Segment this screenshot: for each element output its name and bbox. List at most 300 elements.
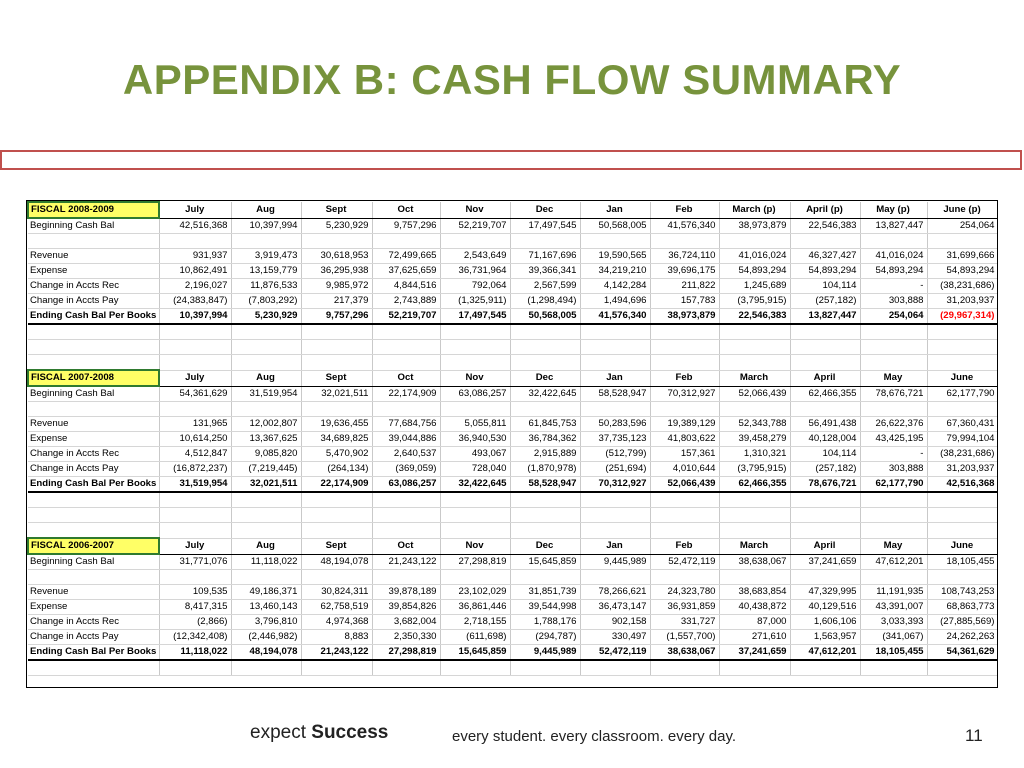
month-header: Feb	[650, 202, 719, 218]
table-cell	[231, 234, 301, 249]
table-cell	[580, 324, 650, 340]
table-cell: 37,241,659	[790, 554, 860, 570]
table-cell: 15,645,859	[440, 645, 510, 661]
month-header: July	[159, 202, 231, 218]
table-cell	[860, 508, 927, 523]
table-cell: 31,771,076	[159, 554, 231, 570]
table-cell: 52,066,439	[650, 477, 719, 493]
table-cell	[719, 324, 790, 340]
table-cell: 10,862,491	[159, 264, 231, 279]
spacer-row	[28, 340, 998, 355]
table-cell	[510, 660, 580, 676]
table-cell: 4,844,516	[372, 279, 440, 294]
fiscal-header-row	[28, 370, 998, 386]
table-cell: 2,743,889	[372, 294, 440, 309]
table-cell: 70,312,927	[650, 386, 719, 402]
fiscal-header-row	[28, 538, 998, 554]
table-cell: 2,915,889	[510, 447, 580, 462]
table-row	[28, 249, 998, 264]
table-cell: 37,735,123	[580, 432, 650, 447]
table-cell: 48,194,078	[301, 554, 372, 570]
row-label	[28, 508, 159, 523]
row-label: Beginning Cash Bal	[28, 218, 159, 234]
month-header: Nov	[440, 370, 510, 386]
table-cell: 54,361,629	[159, 386, 231, 402]
month-header: May (p)	[860, 202, 927, 218]
table-cell: 3,033,393	[860, 615, 927, 630]
table-cell: 71,167,696	[510, 249, 580, 264]
table-cell	[719, 234, 790, 249]
table-cell	[159, 340, 231, 355]
table-cell	[510, 355, 580, 371]
table-row	[28, 462, 998, 477]
table-cell: 36,861,446	[440, 600, 510, 615]
table-cell	[790, 508, 860, 523]
row-label	[28, 523, 159, 539]
table-cell: 2,543,649	[440, 249, 510, 264]
table-cell: (38,231,686)	[927, 279, 998, 294]
table-cell: (27,885,569)	[927, 615, 998, 630]
table-cell: 50,283,596	[580, 417, 650, 432]
table-cell	[440, 324, 510, 340]
row-label: Expense	[28, 264, 159, 279]
table-cell: 41,803,622	[650, 432, 719, 447]
month-header: Feb	[650, 370, 719, 386]
row-label	[28, 355, 159, 371]
table-cell	[301, 508, 372, 523]
table-cell	[372, 340, 440, 355]
table-cell	[927, 508, 998, 523]
table-cell: 38,973,879	[719, 218, 790, 234]
table-cell: 2,640,537	[372, 447, 440, 462]
table-cell: 4,512,847	[159, 447, 231, 462]
row-label	[28, 570, 159, 585]
table-cell	[790, 660, 860, 676]
table-cell: 2,567,599	[510, 279, 580, 294]
row-label	[28, 234, 159, 249]
table-cell: 41,016,024	[719, 249, 790, 264]
table-cell: 52,219,707	[440, 218, 510, 234]
table-cell: 254,064	[860, 309, 927, 325]
table-cell: (24,383,847)	[159, 294, 231, 309]
month-header: Aug	[231, 202, 301, 218]
table-cell: 4,974,368	[301, 615, 372, 630]
table-cell: 8,883	[301, 630, 372, 645]
month-header: May	[860, 370, 927, 386]
table-cell	[440, 508, 510, 523]
table-cell: 1,606,106	[790, 615, 860, 630]
table-cell: 52,219,707	[372, 309, 440, 325]
table-cell	[927, 340, 998, 355]
table-cell: 24,323,780	[650, 585, 719, 600]
table-cell: 109,535	[159, 585, 231, 600]
table-cell	[510, 492, 580, 508]
cash-flow-table-frame	[26, 200, 998, 688]
table-cell: (512,799)	[580, 447, 650, 462]
table-row	[28, 554, 998, 570]
table-row	[28, 600, 998, 615]
table-cell: 9,757,296	[372, 218, 440, 234]
table-cell: 39,366,341	[510, 264, 580, 279]
table-cell: 54,893,294	[719, 264, 790, 279]
table-cell	[790, 355, 860, 371]
table-cell	[231, 340, 301, 355]
table-cell: 26,622,376	[860, 417, 927, 432]
table-cell	[650, 402, 719, 417]
table-cell: 1,310,321	[719, 447, 790, 462]
table-cell: 36,940,530	[440, 432, 510, 447]
table-cell	[510, 523, 580, 539]
cash-flow-table	[27, 201, 998, 676]
table-cell: (1,325,911)	[440, 294, 510, 309]
table-cell: 9,445,989	[510, 645, 580, 661]
table-cell: 21,243,122	[372, 554, 440, 570]
month-header: July	[159, 538, 231, 554]
table-cell: 24,262,263	[927, 630, 998, 645]
table-cell	[301, 492, 372, 508]
table-cell: 54,893,294	[790, 264, 860, 279]
table-cell: 211,822	[650, 279, 719, 294]
table-cell: 22,546,383	[790, 218, 860, 234]
spacer-row	[28, 508, 998, 523]
table-cell: 11,191,935	[860, 585, 927, 600]
row-label	[28, 492, 159, 508]
table-cell	[372, 355, 440, 371]
table-cell: 1,494,696	[580, 294, 650, 309]
table-cell	[790, 340, 860, 355]
row-label: Revenue	[28, 249, 159, 264]
table-cell	[301, 324, 372, 340]
month-header: March	[719, 370, 790, 386]
table-cell: 70,312,927	[580, 477, 650, 493]
table-cell: (257,182)	[790, 294, 860, 309]
month-header: Dec	[510, 202, 580, 218]
table-cell	[231, 570, 301, 585]
table-cell	[650, 492, 719, 508]
month-header: Feb	[650, 538, 719, 554]
table-cell: 10,397,994	[231, 218, 301, 234]
table-cell: 47,612,201	[790, 645, 860, 661]
table-cell: 39,544,998	[510, 600, 580, 615]
row-label: Beginning Cash Bal	[28, 386, 159, 402]
month-header: Aug	[231, 370, 301, 386]
table-cell: 493,067	[440, 447, 510, 462]
table-cell: (294,787)	[510, 630, 580, 645]
table-cell: 36,931,859	[650, 600, 719, 615]
table-cell: 52,472,119	[580, 645, 650, 661]
table-cell	[860, 523, 927, 539]
month-header: June	[927, 538, 998, 554]
table-row	[28, 570, 998, 585]
table-cell: 792,064	[440, 279, 510, 294]
table-cell: 902,158	[580, 615, 650, 630]
table-cell: 22,174,909	[372, 386, 440, 402]
table-cell: 13,827,447	[790, 309, 860, 325]
table-cell: 79,994,104	[927, 432, 998, 447]
spacer-row	[28, 324, 998, 340]
table-cell: 61,845,753	[510, 417, 580, 432]
table-cell: 32,021,511	[231, 477, 301, 493]
table-cell: 41,576,340	[650, 218, 719, 234]
table-cell	[580, 340, 650, 355]
table-cell: 23,102,029	[440, 585, 510, 600]
table-cell: 54,893,294	[927, 264, 998, 279]
tagline: every student. every classroom. every day.	[452, 728, 737, 745]
row-label	[28, 324, 159, 340]
table-cell: 54,361,629	[927, 645, 998, 661]
table-cell	[159, 492, 231, 508]
table-cell	[719, 340, 790, 355]
table-cell: 18,105,455	[860, 645, 927, 661]
table-cell	[860, 324, 927, 340]
month-header: April	[790, 538, 860, 554]
table-cell	[159, 508, 231, 523]
month-header: June	[927, 370, 998, 386]
month-header: Dec	[510, 370, 580, 386]
table-cell: 62,177,790	[927, 386, 998, 402]
table-cell: 19,636,455	[301, 417, 372, 432]
table-cell: -	[860, 279, 927, 294]
table-cell: 17,497,545	[510, 218, 580, 234]
table-cell: 157,361	[650, 447, 719, 462]
table-cell	[790, 324, 860, 340]
table-row	[28, 279, 998, 294]
table-cell	[790, 492, 860, 508]
table-cell: 1,563,957	[790, 630, 860, 645]
table-cell: 104,114	[790, 447, 860, 462]
table-cell: 38,683,854	[719, 585, 790, 600]
slide-footer	[0, 722, 1024, 752]
row-label: Ending Cash Bal Per Books	[28, 645, 159, 661]
table-cell	[159, 570, 231, 585]
table-cell	[372, 492, 440, 508]
month-header: Sept	[301, 538, 372, 554]
table-cell: 72,499,665	[372, 249, 440, 264]
table-cell: 4,010,644	[650, 462, 719, 477]
table-cell: 9,757,296	[301, 309, 372, 325]
table-cell: 40,438,872	[719, 600, 790, 615]
table-cell	[372, 508, 440, 523]
table-cell	[719, 523, 790, 539]
table-cell: 931,937	[159, 249, 231, 264]
table-cell: 67,360,431	[927, 417, 998, 432]
table-row	[28, 447, 998, 462]
table-cell: 37,241,659	[719, 645, 790, 661]
ending-balance-row	[28, 309, 998, 325]
table-cell: 36,724,110	[650, 249, 719, 264]
table-cell: (2,446,982)	[231, 630, 301, 645]
table-cell	[580, 570, 650, 585]
table-cell: 27,298,819	[372, 645, 440, 661]
table-cell: 9,085,820	[231, 447, 301, 462]
table-cell	[510, 570, 580, 585]
table-cell: 52,066,439	[719, 386, 790, 402]
table-cell	[650, 324, 719, 340]
table-cell	[580, 234, 650, 249]
table-cell	[231, 324, 301, 340]
month-header: July	[159, 370, 231, 386]
table-cell	[372, 523, 440, 539]
table-cell	[650, 508, 719, 523]
table-cell: (12,342,408)	[159, 630, 231, 645]
row-label: Change in Accts Pay	[28, 630, 159, 645]
table-cell: 58,528,947	[510, 477, 580, 493]
table-cell: 58,528,947	[580, 386, 650, 402]
table-row	[28, 417, 998, 432]
table-cell	[510, 234, 580, 249]
table-row	[28, 234, 998, 249]
table-row	[28, 264, 998, 279]
fiscal-year-label: FISCAL 2007-2008	[28, 370, 159, 386]
table-cell: 19,590,565	[580, 249, 650, 264]
table-cell: 108,743,253	[927, 585, 998, 600]
table-cell: 30,824,311	[301, 585, 372, 600]
month-header: Aug	[231, 538, 301, 554]
table-cell	[927, 492, 998, 508]
row-label: Expense	[28, 600, 159, 615]
month-header: April	[790, 370, 860, 386]
row-label	[28, 402, 159, 417]
ending-balance-row	[28, 477, 998, 493]
row-label: Revenue	[28, 417, 159, 432]
table-cell	[650, 234, 719, 249]
table-cell	[790, 402, 860, 417]
table-cell: (29,967,314)	[927, 309, 998, 325]
table-cell: 27,298,819	[440, 554, 510, 570]
table-cell	[927, 660, 998, 676]
table-cell: 62,466,355	[790, 386, 860, 402]
table-cell: 331,727	[650, 615, 719, 630]
table-cell: 217,379	[301, 294, 372, 309]
table-cell: 39,044,886	[372, 432, 440, 447]
table-cell: 52,343,788	[719, 417, 790, 432]
month-header: Dec	[510, 538, 580, 554]
ending-balance-row	[28, 645, 998, 661]
table-cell	[790, 234, 860, 249]
month-header: April (p)	[790, 202, 860, 218]
table-cell: (369,059)	[372, 462, 440, 477]
table-cell	[301, 523, 372, 539]
table-cell	[510, 340, 580, 355]
red-divider-bar	[0, 150, 1022, 170]
table-cell	[159, 402, 231, 417]
table-cell	[159, 234, 231, 249]
table-cell: 4,142,284	[580, 279, 650, 294]
table-cell	[159, 355, 231, 371]
table-cell	[231, 508, 301, 523]
table-cell: 2,350,330	[372, 630, 440, 645]
table-cell	[301, 660, 372, 676]
fiscal-year-label: FISCAL 2006-2007	[28, 538, 159, 554]
row-label	[28, 340, 159, 355]
row-label	[28, 660, 159, 676]
table-cell: 62,466,355	[719, 477, 790, 493]
table-cell: 47,612,201	[860, 554, 927, 570]
month-header: Jan	[580, 202, 650, 218]
table-cell: 62,758,519	[301, 600, 372, 615]
table-cell: 11,118,022	[231, 554, 301, 570]
table-cell	[301, 570, 372, 585]
table-cell	[159, 324, 231, 340]
table-cell: 104,114	[790, 279, 860, 294]
table-cell	[927, 234, 998, 249]
table-cell: (38,231,686)	[927, 447, 998, 462]
month-header: March	[719, 538, 790, 554]
table-cell	[440, 402, 510, 417]
table-cell: 5,230,929	[301, 218, 372, 234]
table-cell: 41,016,024	[860, 249, 927, 264]
table-cell: 5,230,929	[231, 309, 301, 325]
table-cell: 39,854,826	[372, 600, 440, 615]
table-cell	[231, 660, 301, 676]
table-cell	[719, 508, 790, 523]
month-header: Jan	[580, 370, 650, 386]
table-cell	[372, 324, 440, 340]
table-cell: 42,516,368	[927, 477, 998, 493]
table-row	[28, 218, 998, 234]
table-cell: 19,389,129	[650, 417, 719, 432]
table-cell: 11,876,533	[231, 279, 301, 294]
slide-title: APPENDIX B: CASH FLOW SUMMARY	[122, 56, 902, 103]
table-cell: -	[860, 447, 927, 462]
table-cell	[301, 234, 372, 249]
table-cell: 22,546,383	[719, 309, 790, 325]
table-cell: 36,784,362	[510, 432, 580, 447]
table-cell: (611,698)	[440, 630, 510, 645]
table-cell: 87,000	[719, 615, 790, 630]
table-cell	[650, 570, 719, 585]
table-cell: (1,298,494)	[510, 294, 580, 309]
row-label: Change in Accts Rec	[28, 447, 159, 462]
table-cell	[650, 340, 719, 355]
month-header: Nov	[440, 202, 510, 218]
table-row	[28, 432, 998, 447]
table-cell: 303,888	[860, 462, 927, 477]
brand-bold: Success	[311, 722, 389, 743]
month-header: March (p)	[719, 202, 790, 218]
table-cell: 50,568,005	[580, 218, 650, 234]
table-cell: 10,397,994	[159, 309, 231, 325]
table-cell: 13,367,625	[231, 432, 301, 447]
row-label: Expense	[28, 432, 159, 447]
table-cell: 46,327,427	[790, 249, 860, 264]
month-header: Sept	[301, 370, 372, 386]
table-cell	[719, 570, 790, 585]
table-cell	[440, 660, 510, 676]
table-cell	[301, 402, 372, 417]
table-cell: 728,040	[440, 462, 510, 477]
table-cell	[580, 660, 650, 676]
table-cell: 8,417,315	[159, 600, 231, 615]
month-header: June (p)	[927, 202, 998, 218]
table-cell: (264,134)	[301, 462, 372, 477]
table-cell: 21,243,122	[301, 645, 372, 661]
table-cell: 78,266,621	[580, 585, 650, 600]
table-cell: 50,568,005	[510, 309, 580, 325]
table-cell: 77,684,756	[372, 417, 440, 432]
spacer-row	[28, 660, 998, 676]
table-cell: 31,519,954	[159, 477, 231, 493]
row-label: Ending Cash Bal Per Books	[28, 477, 159, 493]
table-cell: (2,866)	[159, 615, 231, 630]
table-cell: 40,129,516	[790, 600, 860, 615]
brand-prefix: expect	[250, 722, 306, 743]
table-cell: 40,128,004	[790, 432, 860, 447]
table-cell	[231, 492, 301, 508]
table-cell	[231, 523, 301, 539]
table-cell	[650, 660, 719, 676]
table-cell: (1,557,700)	[650, 630, 719, 645]
